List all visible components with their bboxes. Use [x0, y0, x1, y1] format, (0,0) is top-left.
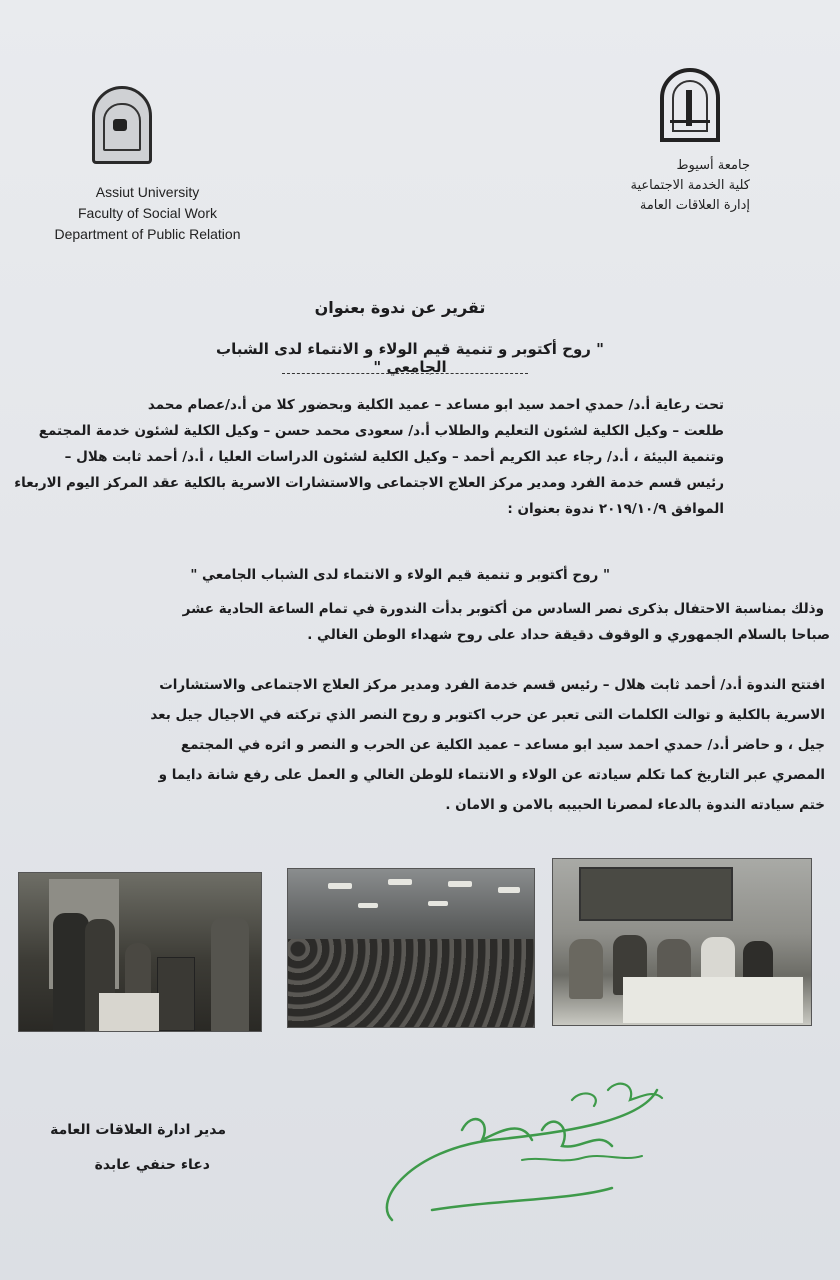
paragraph-line: ختم سيادته الندوة بالدعاء لمصرنا الحبيبه بالامن و الامان .	[445, 797, 825, 813]
university-name-en: Assiut University	[95, 184, 200, 200]
quote-line: " روح أكتوبر و تنمية قيم الولاء و الانتماء لدى الشباب الجامعي "	[190, 567, 610, 583]
paragraph-occasion	[40, 596, 830, 648]
arabic-letterhead	[610, 156, 750, 216]
signatory-name: دعاء حنفي عابدة	[94, 1157, 210, 1173]
photo-ceiling-light	[498, 887, 520, 893]
paragraph-line: الاسرية بالكلية و توالت الكلمات التى تعبر عن حرب اكتوبر و روح النصر الذي تركته في الاجيال جيل بعد	[150, 707, 825, 723]
paragraph-line: الموافق ٢٠١٩/١٠/٩ ندوة بعنوان :	[507, 501, 724, 517]
title-divider	[282, 373, 528, 374]
paragraph-line: صباحا بالسلام الجمهوري و الوقوف دقيقة حداد على روح شهداء الوطن الغالي .	[307, 627, 830, 643]
paragraph-proceedings	[30, 670, 825, 820]
faculty-name-ar: كلية الخدمة الاجتماعية	[630, 178, 750, 193]
photo-ceiling-light	[328, 883, 352, 889]
paragraph-line: رئيس قسم خدمة الفرد ومدير مركز العلاج الاجتماعى والاستشارات الاسرية بالكلية عقد المركز اليوم الاربعاء	[14, 475, 724, 491]
photo-crowd	[288, 939, 535, 1028]
paragraph-line: المصري عبر التاريخ كما تكلم سيادته عن الولاء و الانتماء للوطن الغالي و العمل على رفع شانة دايما و	[158, 767, 825, 783]
signatory-title: مدير ادارة العلاقات العامة	[50, 1122, 226, 1138]
photo-table	[623, 977, 803, 1023]
photo-podium	[157, 957, 195, 1031]
handwritten-signature	[372, 1060, 672, 1240]
seminar-photo-podium	[18, 872, 262, 1032]
photo-ceiling-light	[358, 903, 378, 908]
photo-banner	[579, 867, 733, 921]
university-logo-base	[670, 120, 710, 133]
photo-person	[53, 913, 89, 1032]
photo-ceiling-light	[388, 879, 412, 885]
faculty-logo-emblem	[113, 119, 127, 131]
photo-table	[99, 993, 159, 1032]
paragraph-line: افتتح الندوة أ.د/ أحمد ثابت هلال – رئيس قسم خدمة الفرد ومدير مركز العلاج الاجتماعى والاستشارات	[159, 677, 825, 693]
photo-person	[569, 939, 603, 999]
paragraph-line: وذلك بمناسبة الاحتفال بذكرى نصر السادس من أكتوبر بدأت الندورة في تمام الساعة الحادية عشر	[182, 601, 824, 617]
paragraph-attendance	[14, 392, 724, 522]
seminar-quote	[40, 562, 730, 588]
paragraph-line: جيل ، و حاضر أ.د/ حمدي احمد سيد ابو مساعد – عميد الكلية عن الحرب و النصر و اثره في المجتمع	[180, 737, 825, 753]
english-letterhead	[40, 182, 255, 245]
photo-ceiling-light	[448, 881, 472, 887]
faculty-logo	[92, 86, 152, 164]
seminar-photo-panel	[552, 858, 812, 1026]
seminar-photo-audience	[287, 868, 535, 1028]
photo-person	[211, 917, 249, 1032]
paragraph-line: تحت رعاية أ.د/ حمدي احمد سيد ابو مساعد – عميد الكلية وبحضور كلا من أ.د/عصام محمد	[147, 397, 724, 413]
university-logo	[660, 68, 720, 142]
photo-ceiling-light	[428, 901, 448, 906]
report-title: تقرير عن ندوة بعنوان	[314, 298, 486, 317]
faculty-name-en: Faculty of Social Work	[77, 205, 217, 221]
department-name-en: Department of Public Relation	[54, 226, 241, 242]
university-name-ar: جامعة أسيوط	[676, 158, 750, 173]
report-subtitle: " روح أكتوبر و تنمية قيم الولاء و الانتماء لدى الشباب الجامعي "	[216, 340, 604, 376]
department-name-ar: إدارة العلاقات العامة	[639, 198, 750, 213]
paragraph-line: طلعت – وكيل الكلية لشئون التعليم والطلاب أ.د/ سعودى محمد حسن – وكيل الكلية لشئون خدمة المجتمع	[38, 423, 724, 439]
paragraph-line: وتنمية البيئة ، أ.د/ رجاء عبد الكريم أحمد – وكيل الكلية لشئون الدراسات العليا ، أ.د/ أحمد ثابت هلال –	[64, 449, 724, 465]
